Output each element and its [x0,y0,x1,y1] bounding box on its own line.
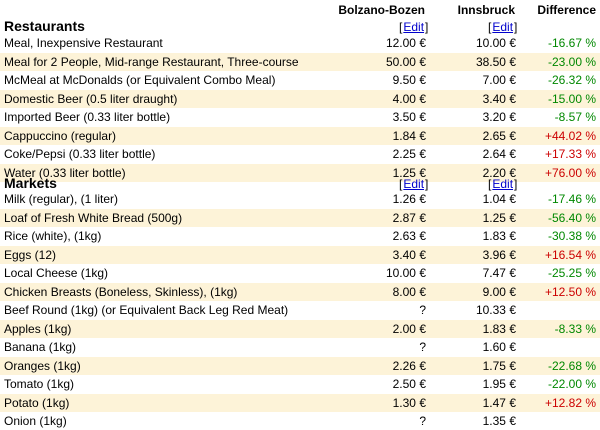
table-row [0,375,600,393]
price-bolzano: 2.87 € [392,210,426,225]
price-difference: -22.00 % [547,377,596,391]
table-row [0,394,600,412]
price-difference: +12.82 % [544,395,596,410]
item-name: McMeal at McDonalds (or Equivalent Combo Meal) [4,73,276,87]
price-difference: -26.32 % [547,73,596,87]
price-difference: +16.54 % [544,247,596,262]
section-title: Markets [4,175,57,191]
price-bolzano: 2.25 € [392,147,426,161]
price-innsbruck: 3.20 € [482,110,516,124]
price-bolzano: 2.26 € [392,358,426,373]
table-row [0,71,600,89]
edit-button[interactable]: Edit [403,177,425,191]
edit-link-innsbruck: [Edit] [488,20,518,34]
price-difference: -15.00 % [547,91,596,106]
price-bolzano: 1.30 € [392,395,426,410]
table-row [0,338,600,356]
item-name: Banana (1kg) [4,340,77,354]
price-bolzano: 3.40 € [392,247,426,262]
price-difference: +44.02 % [544,128,596,143]
edit-button[interactable]: Edit [492,20,514,34]
price-innsbruck: 1.35 € [482,414,516,428]
price-innsbruck: 2.65 € [482,128,516,143]
price-innsbruck: 2.20 € [482,165,516,180]
edit-link-bolzano: [Edit] [399,177,429,191]
table-row [0,127,600,145]
price-difference: -56.40 % [547,210,596,225]
price-difference: +17.33 % [544,147,596,161]
table-row [0,301,600,319]
item-name: Cappuccino (regular) [4,128,117,143]
table-row [0,145,600,163]
table-row [0,264,600,282]
table-row [0,53,600,71]
edit-link-innsbruck: [Edit] [488,177,518,191]
price-bolzano: 1.26 € [392,192,426,206]
price-difference: -22.68 % [547,358,596,373]
item-name: Imported Beer (0.33 liter bottle) [4,110,171,124]
price-difference: +76.00 % [544,165,596,180]
price-difference: -25.25 % [547,266,596,280]
table-row [0,412,600,430]
price-innsbruck: 7.47 € [482,266,516,280]
price-innsbruck: 9.00 € [482,284,516,299]
price-innsbruck: 1.60 € [482,340,516,354]
item-name: Local Cheese (1kg) [4,266,109,280]
price-innsbruck: 1.04 € [482,192,516,206]
price-bolzano: 2.63 € [392,229,426,243]
table-row [0,209,600,227]
table-row [0,283,600,301]
table-row [0,90,600,108]
price-difference: -23.00 % [547,54,596,69]
item-name: Tomato (1kg) [4,377,75,391]
price-difference: -8.57 % [554,110,596,124]
price-innsbruck: 10.00 € [475,36,516,50]
price-bolzano: ? [419,414,426,428]
price-bolzano: 2.00 € [392,321,426,336]
price-bolzano: ? [419,303,426,317]
price-difference: +12.50 % [544,284,596,299]
price-innsbruck: 38.50 € [475,54,516,69]
edit-button[interactable]: Edit [492,177,514,191]
table-row [0,108,600,126]
price-innsbruck: 3.40 € [482,91,516,106]
price-bolzano: 10.00 € [385,266,426,280]
price-innsbruck: 3.96 € [482,247,516,262]
item-name: Loaf of Fresh White Bread (500g) [4,210,183,225]
item-name: Eggs (12) [4,247,57,262]
price-bolzano: 4.00 € [392,91,426,106]
item-name: Meal, Inexpensive Restaurant [4,36,163,50]
price-bolzano: 1.84 € [392,128,426,143]
price-bolzano: 3.50 € [392,110,426,124]
price-innsbruck: 1.83 € [482,321,516,336]
price-innsbruck: 1.47 € [482,395,516,410]
edit-link-bolzano: [Edit] [399,20,429,34]
price-difference: -30.38 % [547,229,596,243]
item-name: Oranges (1kg) [4,358,81,373]
item-name: Beef Round (1kg) (or Equivalent Back Leg Red Meat) [4,303,289,317]
price-bolzano: 50.00 € [385,54,426,69]
edit-button[interactable]: Edit [403,20,425,34]
price-difference: -17.46 % [547,192,596,206]
price-innsbruck: 1.25 € [482,210,516,225]
item-name: Chicken Breasts (Boneless, Skinless), (1kg) [4,284,238,299]
price-innsbruck: 2.64 € [482,147,516,161]
section-title: Restaurants [4,18,85,34]
price-bolzano: 2.50 € [392,377,426,391]
item-name: Apples (1kg) [4,321,72,336]
item-name: Coke/Pepsi (0.33 liter bottle) [4,147,156,161]
item-name: Domestic Beer (0.5 liter draught) [4,91,178,106]
price-innsbruck: 1.95 € [482,377,516,391]
price-innsbruck: 1.83 € [482,229,516,243]
item-name: Water (0.33 liter bottle) [4,165,126,180]
price-difference: -16.67 % [547,36,596,50]
price-innsbruck: 10.33 € [475,303,516,317]
table-row [0,227,600,245]
table-row [0,190,600,208]
price-innsbruck: 1.75 € [482,358,516,373]
price-innsbruck: 7.00 € [482,73,516,87]
item-name: Meal for 2 People, Mid-range Restaurant, Three-course [4,54,299,69]
column-header-innsbruck: Innsbruck [457,3,515,17]
item-name: Rice (white), (1kg) [4,229,102,243]
table-row [0,320,600,338]
price-bolzano: 12.00 € [385,36,426,50]
table-row [0,357,600,375]
price-bolzano: 8.00 € [392,284,426,299]
column-header-difference: Difference [537,3,596,17]
price-bolzano: 1.25 € [392,165,426,180]
item-name: Potato (1kg) [4,395,70,410]
table-row [0,34,600,52]
column-header-bolzano: Bolzano-Bozen [338,3,425,17]
table-row [0,246,600,264]
item-name: Onion (1kg) [4,414,67,428]
item-name: Milk (regular), (1 liter) [4,192,119,206]
price-bolzano: ? [419,340,426,354]
price-bolzano: 9.50 € [392,73,426,87]
price-difference: -8.33 % [554,321,596,336]
